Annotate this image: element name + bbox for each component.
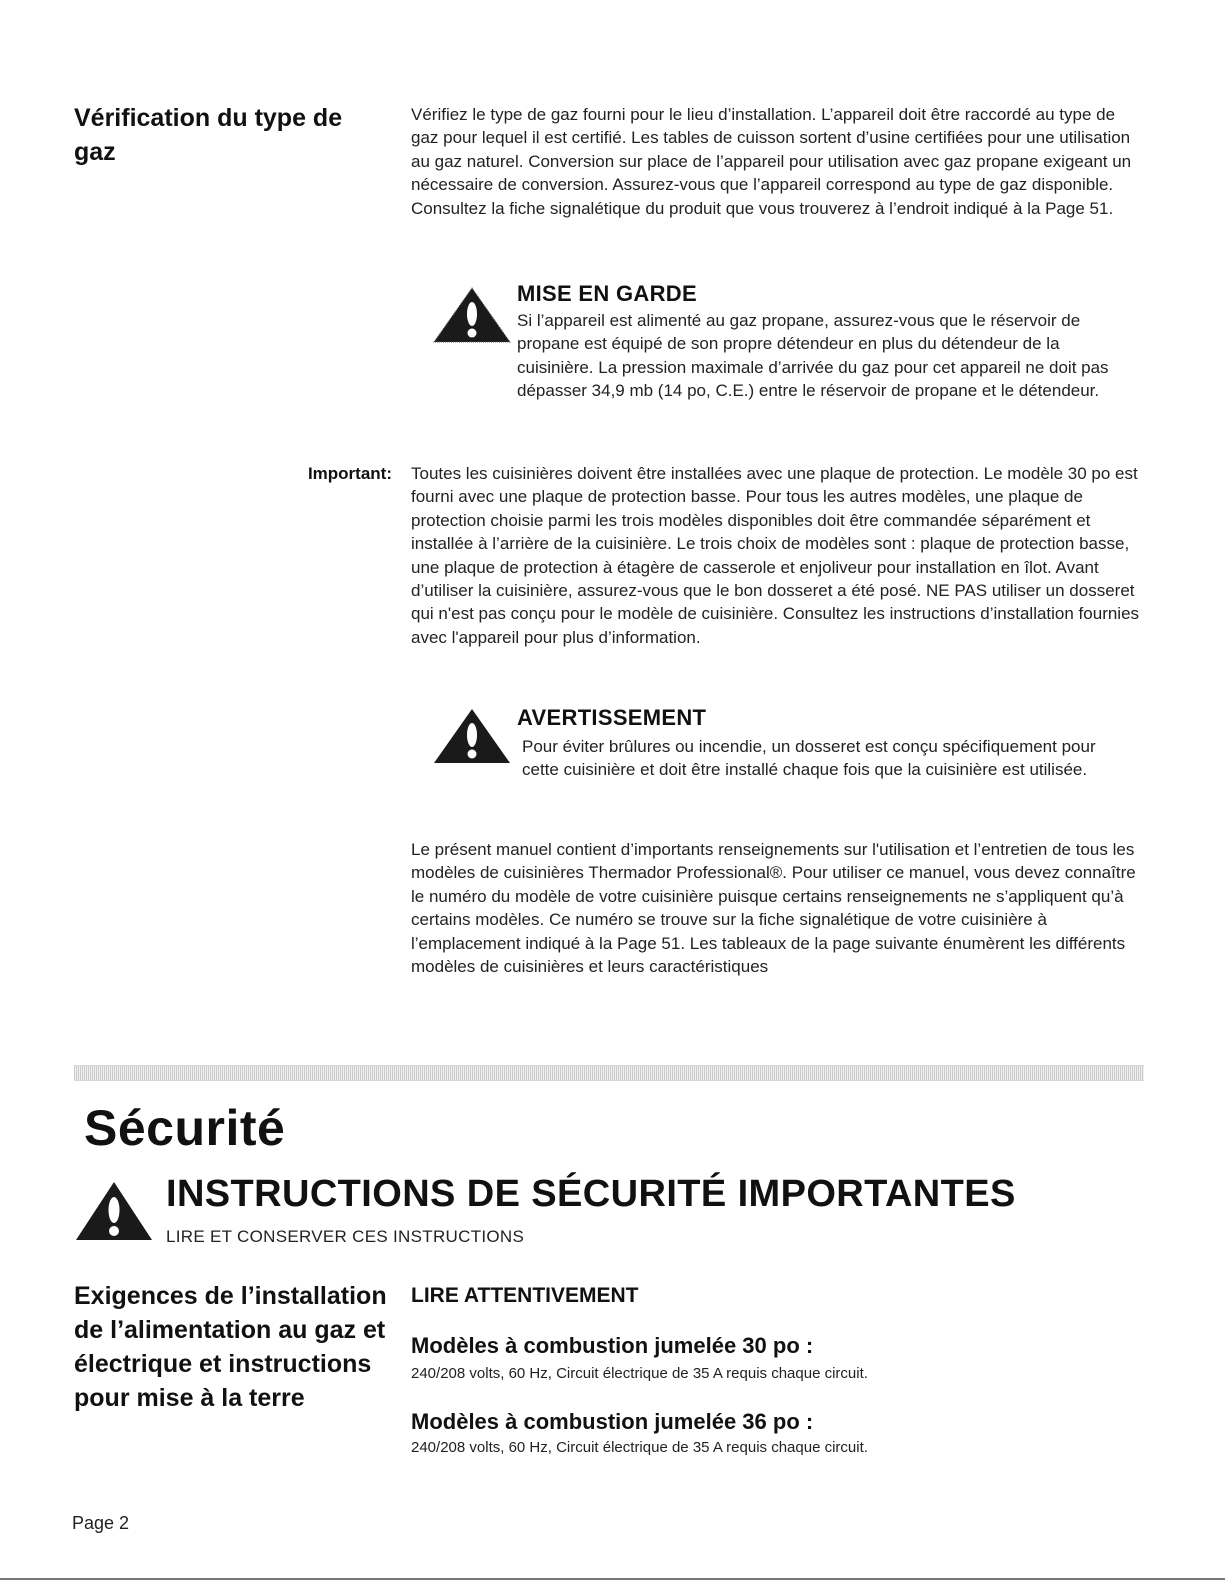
warning-title: AVERTISSEMENT	[517, 705, 707, 730]
requirements-heading: Exigences de l’installation de l’alimentation au gaz et électrique et instructions pour mise à la terre	[74, 1282, 387, 1412]
warning-text: Pour éviter brûlures ou incendie, un dosseret est conçu spécifiquement pour cette cuisinière et doit être installé chaque fois que la cuisinière est utilisée.	[522, 737, 1096, 780]
caution-text: Si l’appareil est alimenté au gaz propane, assurez-vous que le réservoir de propane est équipé de son propre détendeur en plus du détendeur de la cuisinière. La pression maximale d’arrivée du gaz pour cet appareil ne doit pas dépasser 34,9 mb (14 po, C.E.) entre le réservoir de propane et le détendeur.	[517, 311, 1109, 401]
gas-check-heading: Vérification du type de gaz	[74, 104, 343, 166]
warning-triangle-icon	[432, 286, 512, 344]
important-label: Important:	[307, 464, 392, 483]
warning-triangle-icon	[432, 707, 512, 765]
page-number: Page 2	[72, 1513, 130, 1533]
safety-subheading: LIRE ET CONSERVER CES INSTRUCTIONS	[166, 1227, 525, 1246]
model-36-text: 240/208 volts, 60 Hz, Circuit électrique de 35 A requis chaque circuit.	[411, 1439, 868, 1456]
manual-paragraph: Le présent manuel contient d’importants renseignements sur l'utilisation et l’entretien de tous les modèles de cuisinières Thermador Professional®. Pour utiliser ce manuel, vous devez connaître le numéro du modèle de votre cuisinière puisque certains renseignements ne s’appliquent qu’à certains modèles. Ce numéro se trouve sur la fiche signalétique de votre cuisinière à l’emplacement indiqué à la Page 51. Les tableaux de la page suivante énumèrent les différents modèles de cuisinières et leurs caractéristiques	[411, 840, 1136, 977]
important-text: Toutes les cuisinières doivent être installées avec une plaque de protection. Le modèle 30 po est fourni avec une plaque de protection basse. Pour tous les autres modèles, une plaque de protection choisie parmi les trois modèles disponibles doit être commandée séparément et installée à l’arrière de la cuisinière. Le trois choix de modèles sont : plaque de protection basse, une plaque de protection à étagère de casserole et enjoliveur pour installation en îlot. Avant d’utiliser la cuisinière, assurez-vous que le bon dosseret a été posé. NE PAS utiliser un dosseret qui n'est pas conçu pour le modèle de cuisinière. Consultez les instructions d’installation fournies avec l'appareil pour plus d’information.	[411, 464, 1140, 647]
section-divider	[74, 1065, 1144, 1081]
model-36-title: Modèles à combustion jumelée 36 po :	[411, 1409, 814, 1434]
gas-check-paragraph: Vérifiez le type de gaz fourni pour le lieu d’installation. L’appareil doit être raccordé au type de gaz pour lequel il est certifié. Les tables de cuisson sortent d’usine certifiées pour une utilisation au gaz naturel. Conversion sur place de l’appareil pour utilisation avec gaz propane exigeant un nécessaire de conversion. Assurez-vous que l’appareil correspond au type de gaz disponible. Consultez la fiche signalétique du produit que vous trouverez à l’endroit indiqué à la Page 51.	[411, 105, 1132, 218]
read-carefully-heading: LIRE ATTENTIVEMENT	[411, 1284, 639, 1307]
safety-heading: INSTRUCTIONS DE SÉCURITÉ IMPORTANTES	[166, 1173, 1016, 1215]
model-30-title: Modèles à combustion jumelée 30 po :	[411, 1333, 814, 1358]
bottom-rule	[0, 1578, 1225, 1580]
warning-triangle-icon	[74, 1180, 154, 1242]
section-title: Sécurité	[84, 1100, 286, 1156]
caution-title: MISE EN GARDE	[517, 281, 697, 306]
model-30-text: 240/208 volts, 60 Hz, Circuit électrique de 35 A requis chaque circuit.	[411, 1365, 868, 1382]
